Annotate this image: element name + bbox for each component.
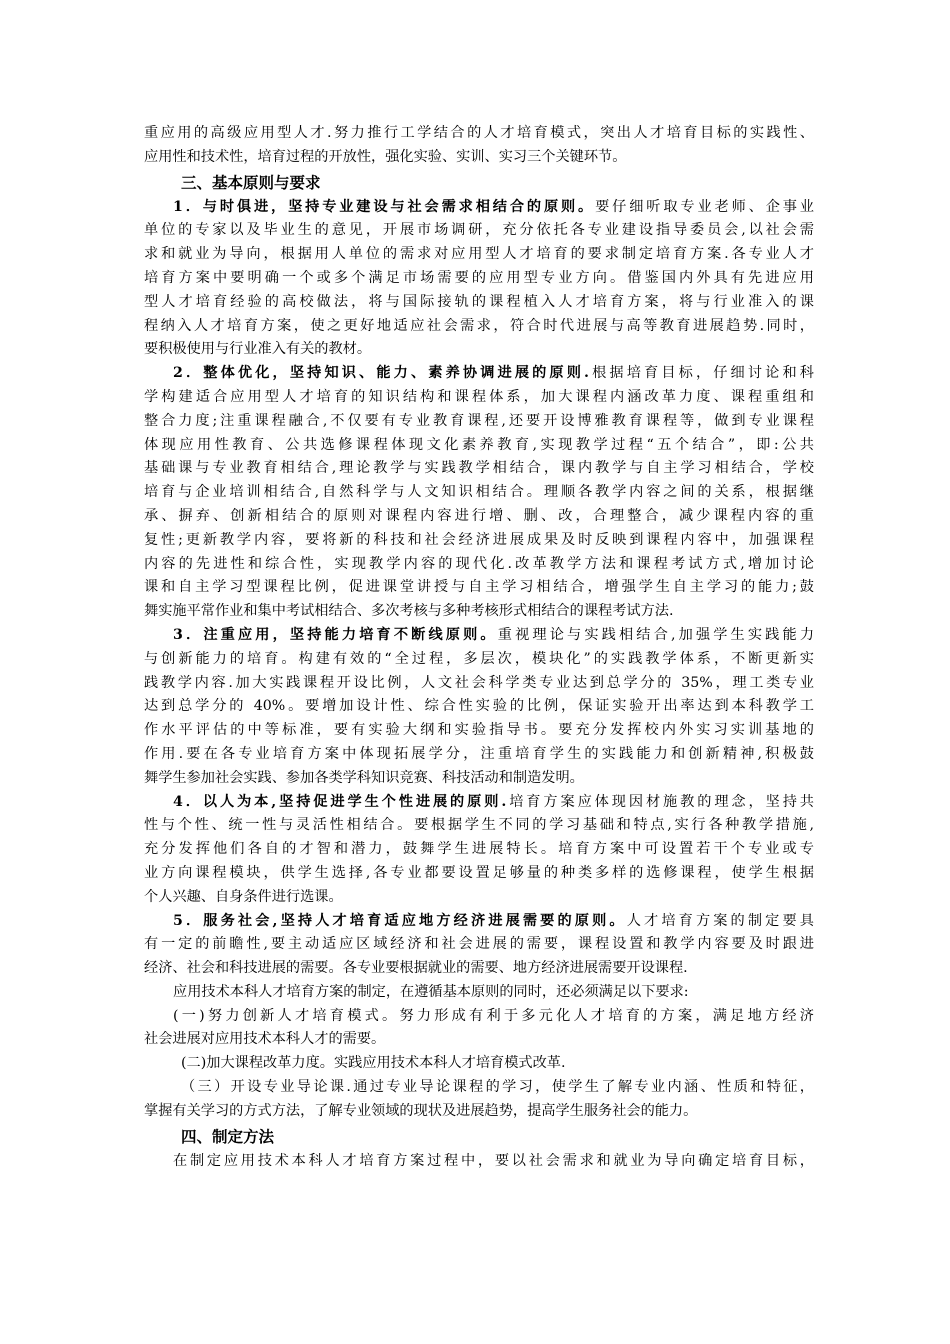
text-line: 型人才培育经验的高校做法，将与国际接轨的课程植入人才培育方案，将与行业准入的课 [144, 293, 814, 310]
text-line: 培育与企业培训相结合,自然科学与人文知识相结合。理顺各教学内容之间的关系，根据继 [144, 484, 814, 501]
text-line: 性与个性、统一性与灵活性相结合。要根据学生不同的学习基础和特点,实行各种教学措施, [144, 817, 814, 834]
text-line [144, 362, 814, 386]
text-line: 学构建适合应用型人才培育的知识结构和课程体系，加大课程内涵改革力度、课程重组和 [144, 388, 814, 405]
text-line: 经济、社会和科技进展的需要。各专业要根据就业的需要、地方经济进展需要开设课程. [144, 960, 688, 977]
text-line: 求和就业为导向，根据用人单位的需求对应用型人才培育的要求制定培育方案.各专业人才 [144, 246, 814, 263]
text-line [144, 791, 814, 815]
text-line: 重应用的高级应用型人才.努力推行工学结合的人才培育模式，突出人才培育目标的实践性、 [144, 125, 814, 141]
text-line: 培育方案中要明确一个或多个满足市场需要的应用型专业方向。借鉴国内外具有先进应用 [144, 269, 814, 286]
text-line: 作用.要在各专业培育方案中体现拓展学分，注重培育学生的实践能力和创新精神,积极鼓 [144, 745, 814, 762]
text-line: 要积极使用与行业准入有关的教材。 [144, 341, 372, 358]
section-heading-method: 四、制定方法 [181, 1126, 275, 1146]
text-line: 整合力度;注重课程融合,不仅要有专业教育课程,还要开设博雅教育课程等，做到专业课程 [144, 412, 814, 429]
text-line: 有一定的前瞻性,要主动适应区域经济和社会进展的需要，课程设置和教学内容要及时跟进 [144, 936, 814, 953]
text-line: 个人兴趣、自身条件进行选课。 [144, 888, 343, 905]
text-line: 达到总学分的 40%。要增加设计性、综合性实验的比例，保证实验开出率达到本科教学工 [144, 698, 814, 715]
text-line: 承、摒弃、创新相结合的原则对课程内容进行增、删、改，合理整合，减少课程内容的重 [144, 507, 814, 524]
requirement-2: (二)加大课程改革力度。实践应用技术本科人才培育模式改革. [181, 1055, 566, 1072]
principle-1-text: 要仔细听取专业老师、企事业 [595, 198, 814, 215]
principle-5-title: 5．服务社会,坚持人才培育适应地方经济进展需要的原则。 [173, 912, 627, 929]
text-line: 单位的专家以及毕业生的意见，开展市场调研，充分依托各专业建设指导委员会,以社会需 [144, 222, 814, 239]
principle-5-text: 人才培育方案的制定要具 [626, 912, 814, 929]
principle-3-text: 重视理论与实践相结合,加强学生实践能力 [497, 626, 815, 643]
text-line: 充分发挥他们各自的才智和潜力，鼓舞学生进展特长。培育方案中可设置若干个专业或专 [144, 841, 814, 858]
text-line: 在制定应用技术本科人才培育方案过程中，要以社会需求和就业为导向确定培育目标， [173, 1152, 814, 1169]
principle-1-title: 1．与时俱进，坚持专业建设与社会需求相结合的原则。 [173, 198, 596, 215]
text-line: 作水平评估的中等标准，要有实验大纲和实验指导书。要充分发挥校内外实习实训基地的 [144, 722, 814, 739]
principle-2-text: 根据培育目标，仔细讨论和科 [588, 365, 814, 382]
principle-3-title: 3．注重应用，坚持能力培育不断线原则。 [173, 626, 498, 643]
text-line [144, 196, 814, 220]
text-line [144, 910, 814, 934]
principle-4-text: 培育方案应体现因材施教的理念，坚持共 [506, 793, 814, 810]
text-line: 内容的先进性和综合性，实现教学内容的现代化.改革教学方法和课程考试方式,增加讨论 [144, 555, 814, 572]
requirement-1: (一)努力创新人才培育模式。努力形成有利于多元化人才培育的方案，满足地方经济 [173, 1007, 814, 1024]
document-page [144, 122, 814, 1173]
principle-2-title: 2．整体优化，坚持知识、能力、素养协调进展的原则. [173, 365, 589, 382]
text-line [144, 624, 814, 648]
text-line: 与创新能力的培育。构建有效的“全过程，多层次，模块化”的实践教学体系，不断更新实 [144, 650, 814, 667]
text-line: 舞实施平常作业和集中考试相结合、多次考核与多种考核形式相结合的课程考试方法. [144, 603, 674, 620]
text-line: 业方向课程模块，供学生选择,各专业都要设置足够量的种类多样的选修课程，使学生根据 [144, 864, 814, 881]
text-line: 复性;更新教学内容，要将新的科技和社会经济进展成果及时反映到课程内容中，加强课程 [144, 531, 814, 548]
text-line: 体现应用性教育、公共选修课程体现文化素养教育,实现教学过程“五个结合”，即:公共 [144, 436, 814, 453]
text-line: 应用技术本科人才培育方案的制定，在遵循基本原则的同时，还必须满足以下要求: [173, 983, 689, 1000]
text-line: 课和自主学习型课程比例，促进课堂讲授与自主学习相结合，增强学生自主学习的能力;鼓 [144, 579, 814, 596]
text-line: 应用性和技术性，培育过程的开放性，强化实验、实训、实习三个关键环节。 [144, 148, 627, 165]
text-line: 基础课与专业教育相结合,理论教学与实践教学相结合，课内教学与自主学习相结合，学校 [144, 460, 814, 477]
text-line: 掌握有关学习的方式方法，了解专业领域的现状及进展趋势，提高学生服务社会的能力。 [144, 1102, 698, 1119]
text-line: 舞学生参加社会实践、参加各类学科知识竞赛、科技活动和制造发明。 [144, 769, 584, 786]
principle-4-title: 4．以人为本,坚持促进学生个性进展的原则. [173, 793, 507, 810]
text-line: 程纳入人才培育方案，使之更好地适应社会需求，符合时代进展与高等教育进展趋势.同时， [144, 317, 814, 334]
requirement-3: （三）开设专业导论课.通过专业导论课程的学习，使学生了解专业内涵、性质和特征， [181, 1079, 814, 1096]
text-line: 践教学内容.加大实践课程开设比例，人文社会科学类专业达到总学分的 35%，理工类专业 [144, 674, 814, 691]
section-heading-principles: 三、基本原则与要求 [181, 172, 321, 192]
text-line: 社会进展对应用技术本科人才的需要。 [144, 1031, 386, 1048]
